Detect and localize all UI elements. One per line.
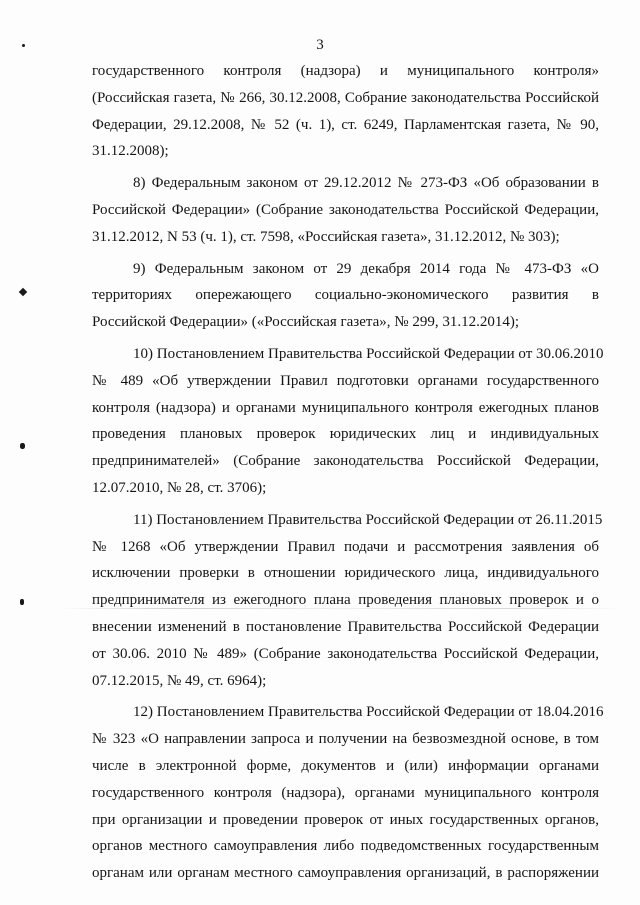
text-line: 31.12.2012, N 53 (ч. 1), ст. 7598, «Российская газета», 31.12.2012, № 303); <box>92 228 560 245</box>
text-line: внесении изменений в постановление Правительства Российской Федерации <box>92 618 599 635</box>
text-line: предпринимателей» (Собрание законодательства Российской Федерации, <box>92 453 599 470</box>
text-line: от 30.06. 2010 № 489» (Собрание законодательства Российской Федерации, <box>92 645 599 662</box>
text-line: исключении проверки в отношении юридического лица, индивидуального <box>92 565 599 582</box>
text-line: органов местного самоуправления либо подведомственных государственным <box>92 838 599 855</box>
text-line: 07.12.2015, № 49, ст. 6964); <box>92 672 267 689</box>
scan-speck <box>20 443 25 449</box>
text-line: № 1268 «Об утверждении Правил подачи и рассмотрения заявления об <box>92 538 599 555</box>
list-item-11-first-line: 11) Постановлением Правительства Российской Федерации от 26.11.2015 <box>133 511 603 528</box>
page-number: 3 <box>316 37 324 53</box>
list-item-8-first-line: 8) Федеральным законом от 29.12.2012 № 273-ФЗ «Об образовании в <box>133 175 599 192</box>
document-body <box>92 58 604 887</box>
text-line: Российской Федерации» («Российская газета», № 299, 31.12.2014); <box>92 314 520 331</box>
text-line: (Российская газета, № 266, 30.12.2008, Собрание законодательства Российской <box>92 89 599 106</box>
scan-speck <box>19 288 27 296</box>
list-item-10-first-line: 10) Постановлением Правительства Российской Федерации от 30.06.2010 <box>133 345 604 362</box>
text-line: предпринимателя из ежегодного плана проведения плановых проверок и о <box>92 592 599 609</box>
text-line: Российской Федерации» (Собрание законодательства Российской Федерации, <box>92 201 599 218</box>
text-line: 31.12.2008); <box>92 143 169 160</box>
text-line: проведения плановых проверок юридических лиц и индивидуальных <box>92 426 599 443</box>
text-line: при организации и проведении проверок от иных государственных органов, <box>92 811 599 828</box>
text-line: Федерации, 29.12.2008, № 52 (ч. 1), ст. 6249, Парламентская газета, № 90, <box>92 116 599 133</box>
text-line: № 489 «Об утверждении Правил подготовки органами государственного <box>92 372 599 389</box>
list-item-12-first-line: 12) Постановлением Правительства Российской Федерации от 18.04.2016 <box>133 704 604 721</box>
text-line: контроля (надзора) и органами муниципального контроля ежегодных планов <box>92 399 599 416</box>
text-line: № 323 «О направлении запроса и получении на безвозмездной основе, в том <box>92 731 599 748</box>
text-line: числе в электронной форме, документов и (или) информации органами <box>92 757 599 774</box>
text-line: государственного контроля (надзора), органами муниципального контроля <box>92 784 599 801</box>
text-line: государственного контроля (надзора) и муниципального контроля» <box>92 63 599 79</box>
scan-speck <box>20 599 24 605</box>
list-item-9-first-line: 9) Федеральным законом от 29 декабря 2014 года № 473-ФЗ «О <box>133 260 599 277</box>
text-line: 12.07.2010, № 28, ст. 3706); <box>92 479 267 496</box>
text-line: органам или органам местного самоуправления организаций, в распоряжении <box>92 865 599 882</box>
text-line: территориях опережающего социально-экономического развития в <box>92 287 599 304</box>
